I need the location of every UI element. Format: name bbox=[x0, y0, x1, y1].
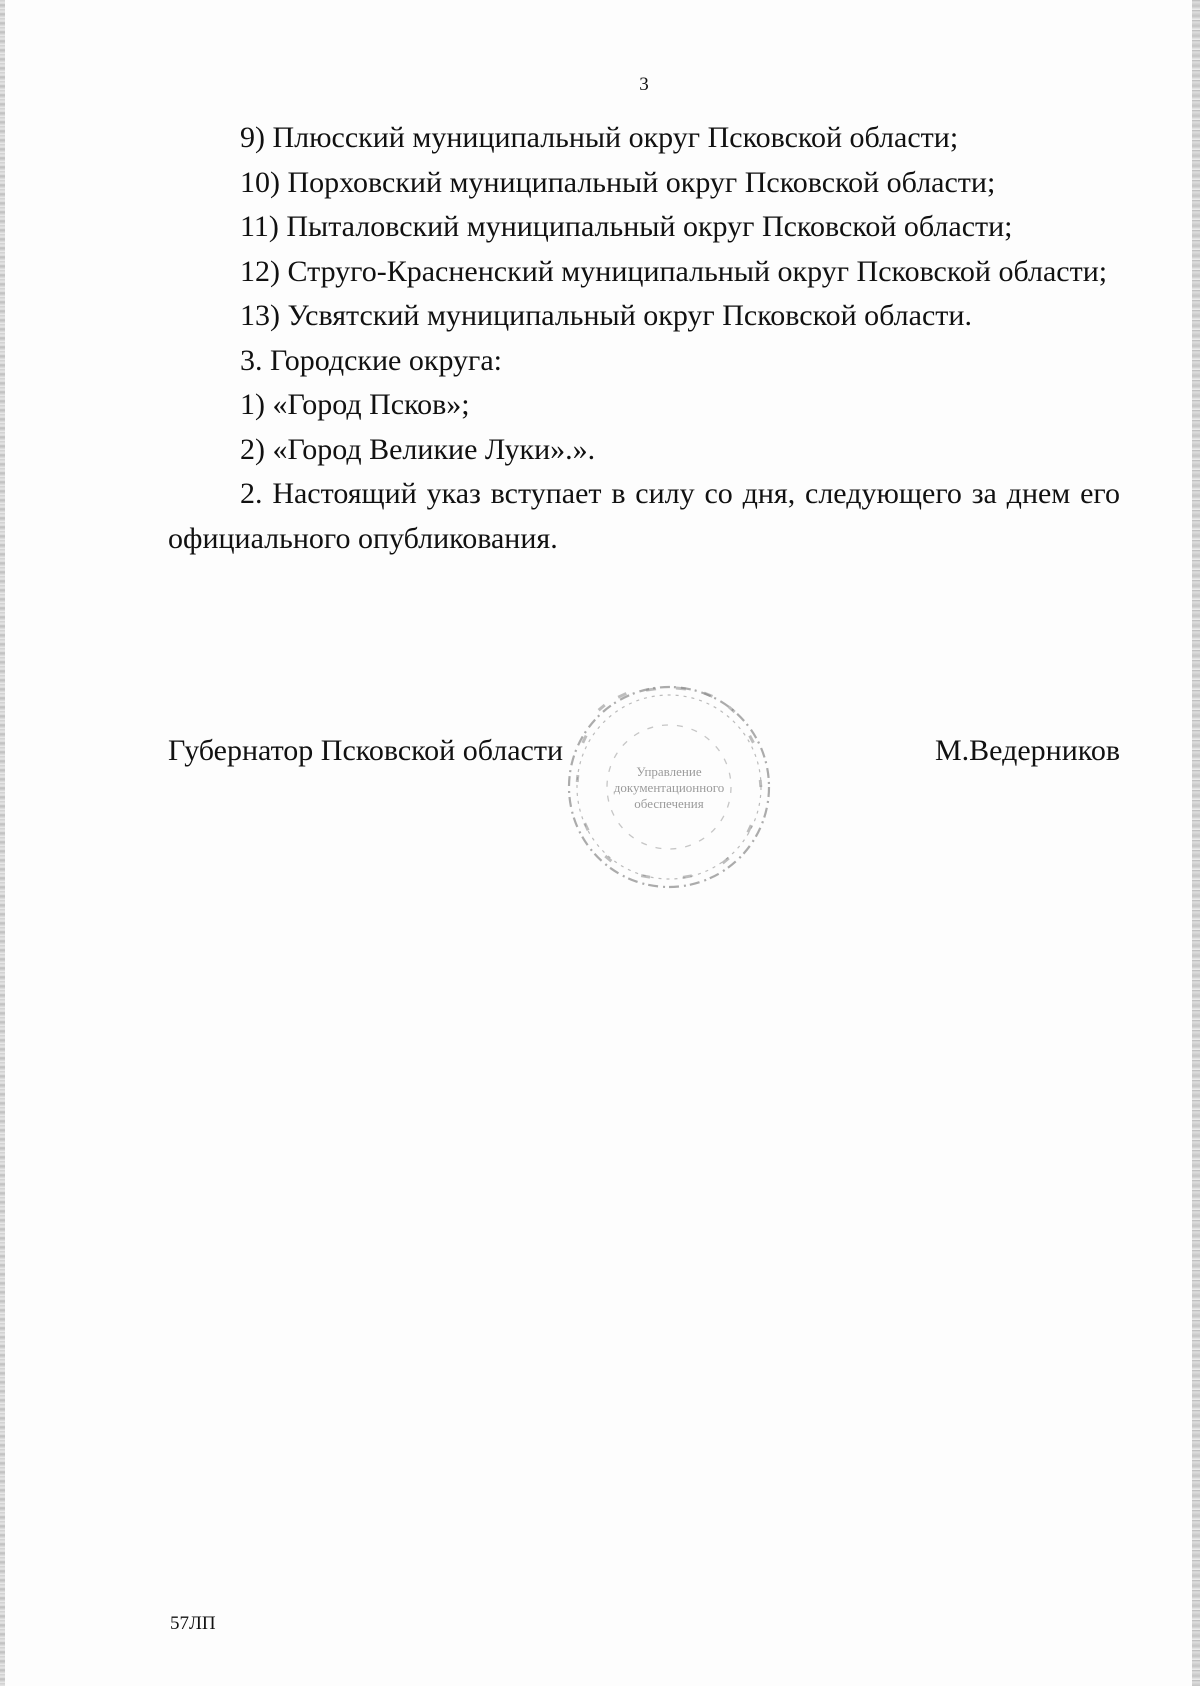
list-item: 13) Усвятский муниципальный округ Псковской области. bbox=[240, 299, 972, 332]
list-item: 9) Плюсский муниципальный округ Псковской области; bbox=[240, 121, 959, 154]
section-heading: 3. Городские округа: bbox=[240, 343, 503, 377]
scan-edge-left bbox=[0, 0, 5, 1686]
decree-body bbox=[168, 116, 1120, 561]
list-item: 1) «Город Псков»; bbox=[240, 388, 470, 421]
list-item: 10) Порховский муниципальный округ Псковской области; bbox=[240, 165, 996, 199]
list-item: 2) «Город Великие Луки».». bbox=[240, 432, 596, 466]
signatory-name: М.Ведерников bbox=[934, 734, 1120, 767]
list-item: 12) Струго-Красненский муниципальный округ Псковской области; bbox=[240, 254, 1108, 288]
signatory-title: Губернатор Псковской области bbox=[168, 734, 564, 767]
closing-paragraph: 2. Настоящий указ вступает в силу со дня, следующего за днем его официального опубликования. bbox=[168, 477, 1120, 555]
official-seal bbox=[558, 678, 780, 896]
list-item: 11) Пыталовский муниципальный округ Псковской области; bbox=[240, 210, 1013, 243]
seal-line-1: Управление bbox=[636, 764, 702, 779]
seal-line-3: обеспечения bbox=[634, 796, 704, 811]
scan-edge-right bbox=[1192, 0, 1200, 1686]
seal-line-2: документационного bbox=[613, 780, 725, 795]
page-number: 3 bbox=[639, 74, 649, 95]
document-code: 57ЛП bbox=[170, 1613, 216, 1634]
